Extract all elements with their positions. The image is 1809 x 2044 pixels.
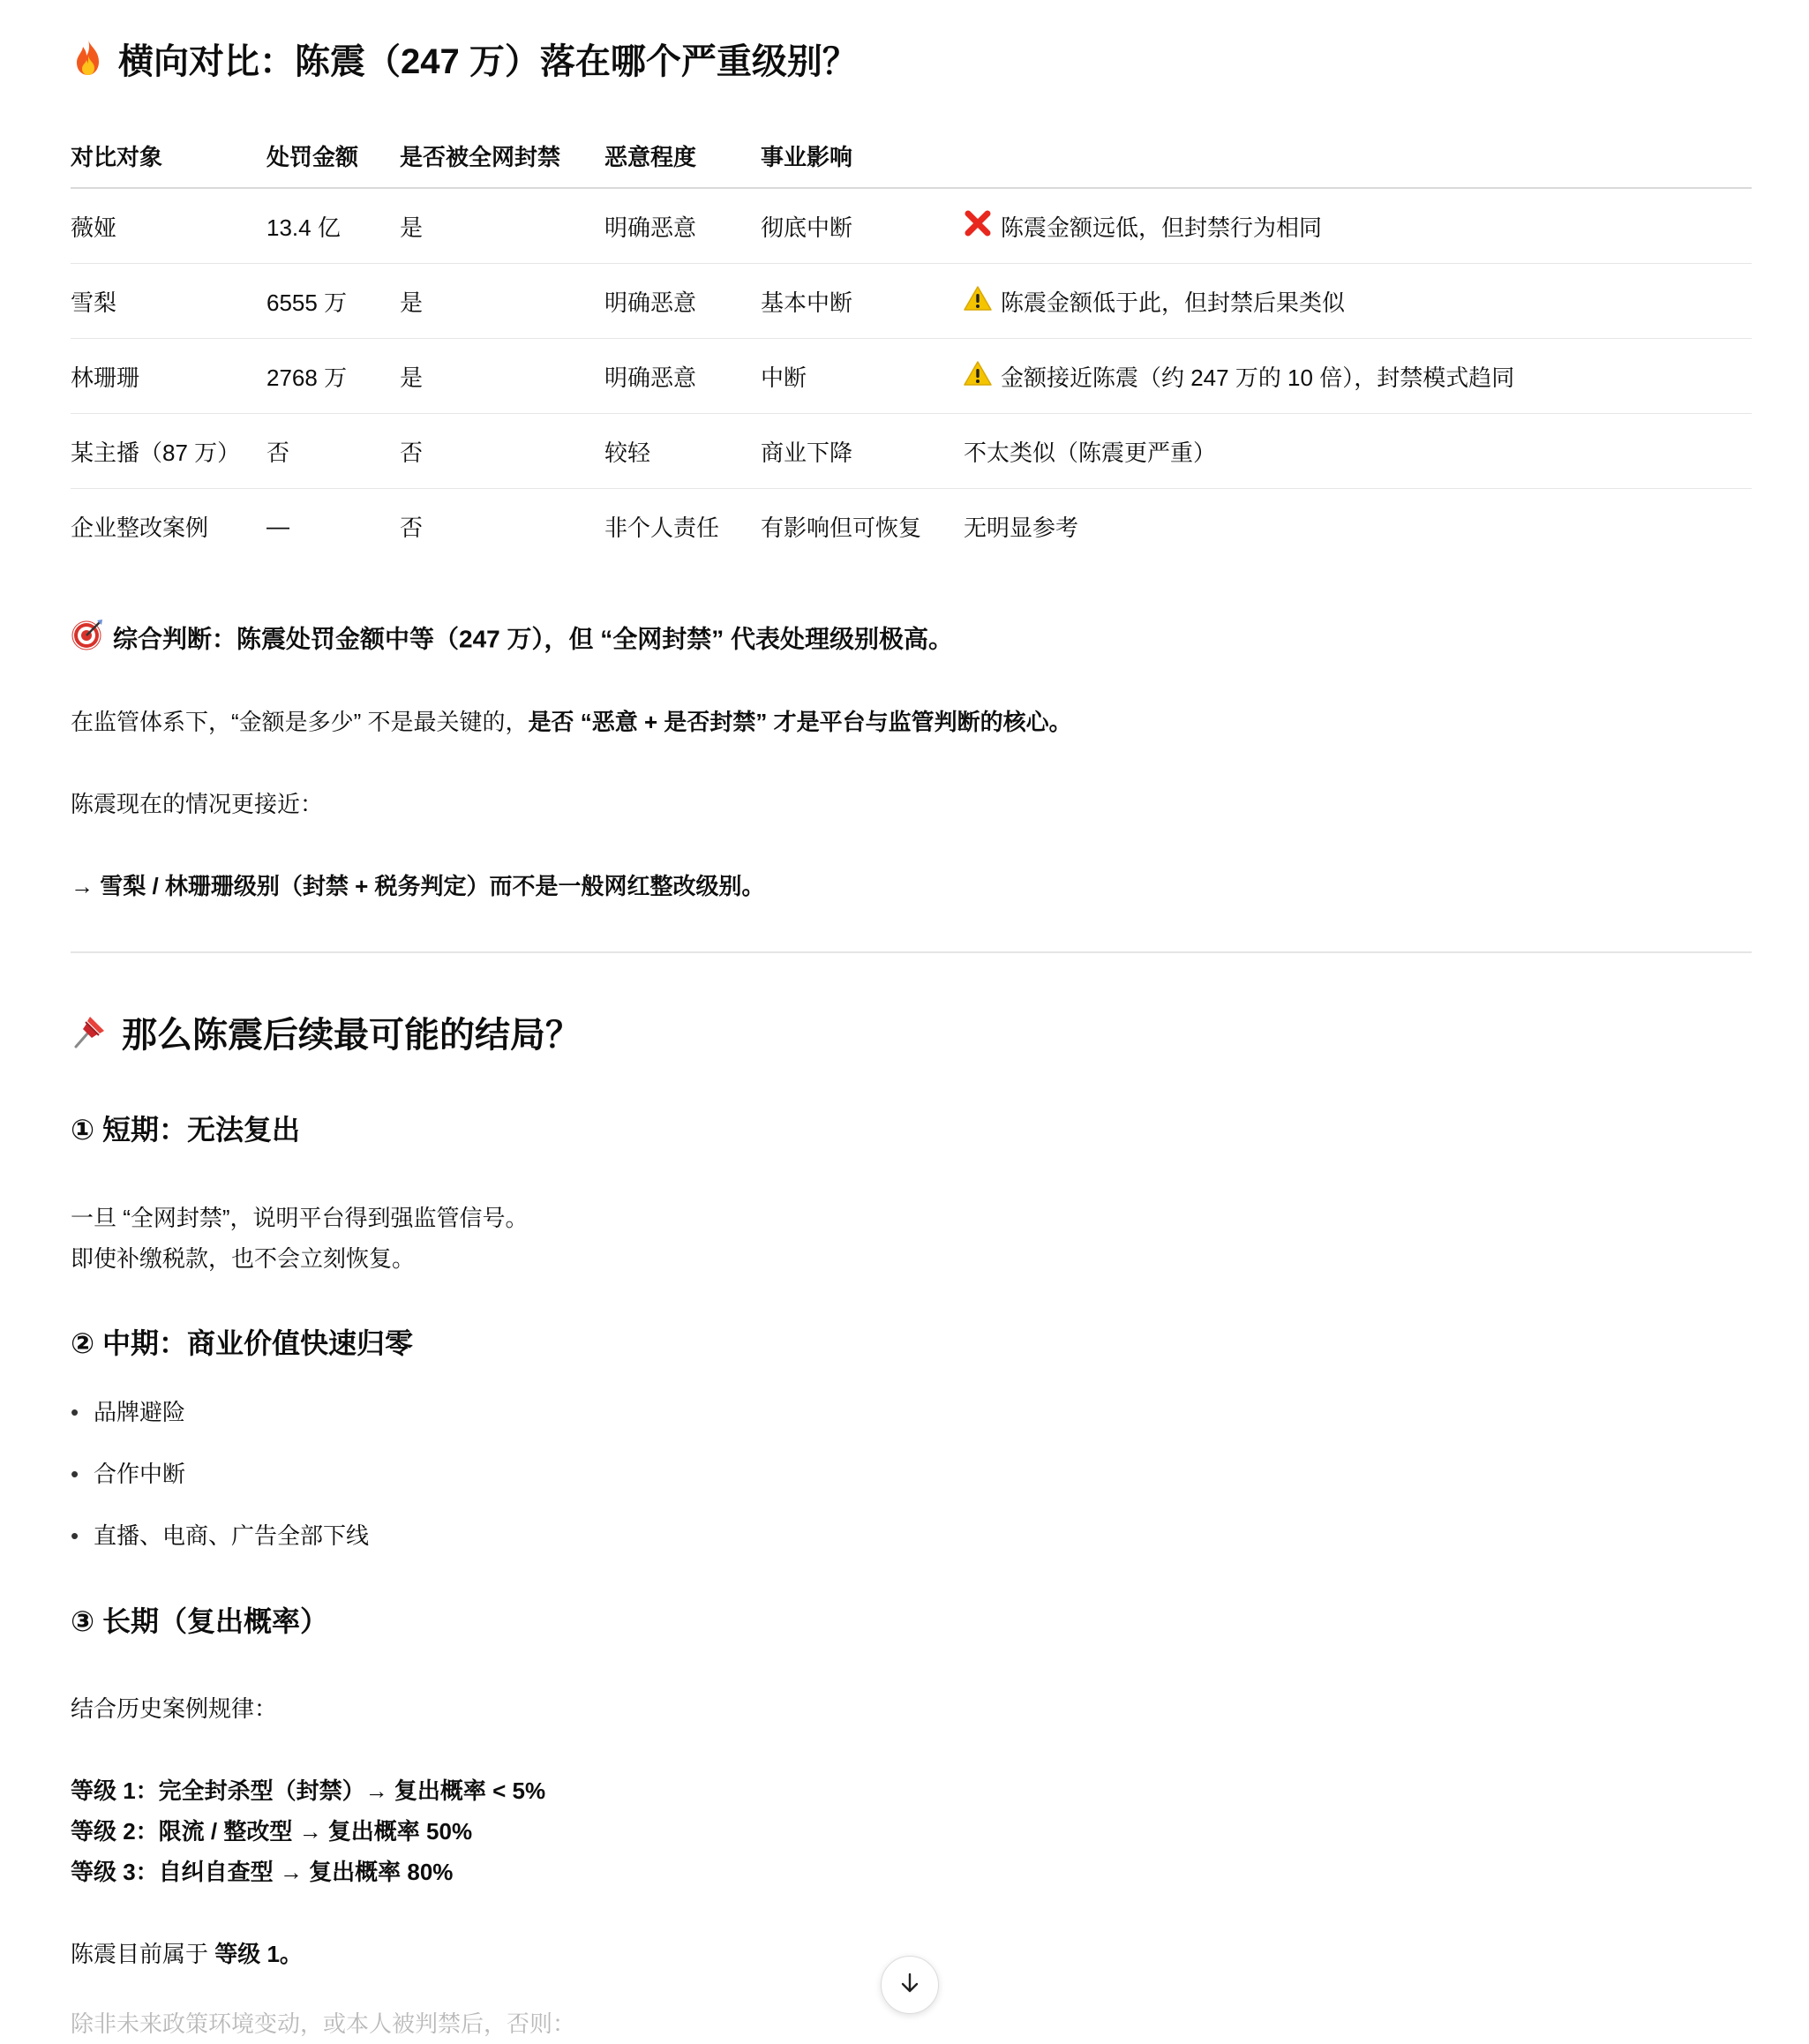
comparison-table (71, 124, 1752, 563)
table-cell: — (266, 512, 289, 539)
table-cell: 是 (400, 289, 424, 316)
table-cell-note: 陈震金额远低，但封禁行为相同 (964, 189, 1322, 263)
warning-icon (964, 285, 992, 318)
table-cell: 雪梨 (71, 289, 117, 316)
list-item: • 直播、电商、广告全部下线 (71, 1522, 370, 1549)
level-line-3: 等级 3：自纠自查型 → 复出概率 80% (71, 1859, 454, 1885)
table-cell: 否 (400, 514, 424, 541)
scroll-to-bottom-button[interactable] (881, 1956, 939, 2014)
judgement-line: 综合判断：陈震处罚金额中等（247 万），但 “全网封禁” 代表处理级别极高。 (71, 618, 953, 664)
table-cell: 林珊珊 (71, 364, 140, 391)
table-cell: 13.4 亿 (266, 214, 341, 241)
table-cell: 否 (400, 439, 424, 466)
mid-term-heading: ② 中期：商业价值快速归零 (71, 1327, 413, 1359)
level-line-1: 等级 1：完全封杀型（封禁）→ 复出概率 < 5% (71, 1777, 546, 1804)
table-row (71, 414, 1752, 489)
table-cell: 彻底中断 (761, 214, 853, 241)
table-cell-note: 不太类似（陈震更严重） (964, 439, 1217, 466)
closest-case-conclusion: → 雪梨 / 林珊珊级别（封禁 + 税务判定）而不是一般网红整改级别。 (71, 873, 765, 899)
current-level-line: 陈震目前属于 等级 1。 (71, 1941, 303, 1967)
table-row (71, 339, 1752, 414)
table-cell: 是 (400, 214, 424, 241)
long-term-intro: 结合历史案例规律： (71, 1695, 278, 1722)
table-cell-note: 金额接近陈震（约 247 万的 10 倍），封禁模式趋同 (964, 339, 1514, 413)
table-header-cell: 恶意程度 (604, 143, 697, 170)
table-cell: 6555 万 (266, 289, 348, 316)
table-cell: 较轻 (604, 439, 651, 466)
table-cell: 某主播（87 万） (71, 439, 241, 466)
table-header-cell: 是否被全网封禁 (400, 143, 561, 170)
arrow-down-icon (899, 1972, 920, 1999)
cross-mark-icon (964, 209, 992, 244)
divider (71, 951, 1752, 953)
fire-icon (71, 38, 106, 90)
table-cell: 是 (400, 364, 424, 391)
short-term-heading: ① 短期：无法复出 (71, 1114, 300, 1146)
table-cell: 明确恶意 (604, 214, 697, 241)
section1-heading: 横向对比：陈震（247 万）落在哪个严重级别？ (71, 37, 858, 90)
pushpin-icon (71, 1011, 109, 1063)
warning-icon (964, 360, 992, 393)
table-header-cell: 处罚金额 (266, 143, 359, 170)
table-header-row (71, 124, 1752, 189)
table-cell-note: 无明显参考 (964, 514, 1079, 541)
closest-case-paragraph: 陈震现在的情况更接近： (71, 791, 324, 817)
faded-continuation-text: 除非未来政策环境变动，或本人被判禁后，否则： (71, 2010, 576, 2037)
core-point-paragraph: 在监管体系下，“金额是多少” 不是最关键的，是否 “恶意 + 是否封禁” 才是平台与监管判断的核心。 (71, 709, 1072, 735)
table-cell: 商业下降 (761, 439, 853, 466)
table-cell: 非个人责任 (604, 514, 720, 541)
table-cell: 有影响但可恢复 (761, 514, 922, 541)
table-cell-note: 陈震金额低于此，但封禁后果类似 (964, 264, 1345, 338)
table-header-cell: 对比对象 (71, 143, 163, 170)
table-cell: 中断 (761, 364, 807, 391)
table-cell: 明确恶意 (604, 364, 697, 391)
table-row (71, 489, 1752, 563)
table-cell: 2768 万 (266, 364, 348, 391)
table-cell: 企业整改案例 (71, 514, 209, 541)
list-item: • 合作中断 (71, 1461, 186, 1487)
table-cell: 基本中断 (761, 289, 853, 316)
list-item: • 品牌避险 (71, 1399, 186, 1425)
table-cell: 薇娅 (71, 214, 117, 241)
table-cell: 否 (266, 439, 290, 466)
table-row (71, 189, 1752, 264)
long-term-heading: ③ 长期（复出概率） (71, 1605, 328, 1637)
table-cell: 明确恶意 (604, 289, 697, 316)
table-row (71, 264, 1752, 339)
level-line-2: 等级 2：限流 / 整改型 → 复出概率 50% (71, 1818, 473, 1845)
section2-heading: 那么陈震后续最可能的结局？ (71, 1011, 581, 1063)
short-term-line-1: 一旦 “全网封禁”，说明平台得到强监管信号。 (71, 1205, 529, 1231)
table-header-cell: 事业影响 (761, 143, 853, 170)
short-term-line-2: 即使补缴税款，也不会立刻恢复。 (71, 1245, 416, 1272)
target-icon (71, 618, 104, 664)
